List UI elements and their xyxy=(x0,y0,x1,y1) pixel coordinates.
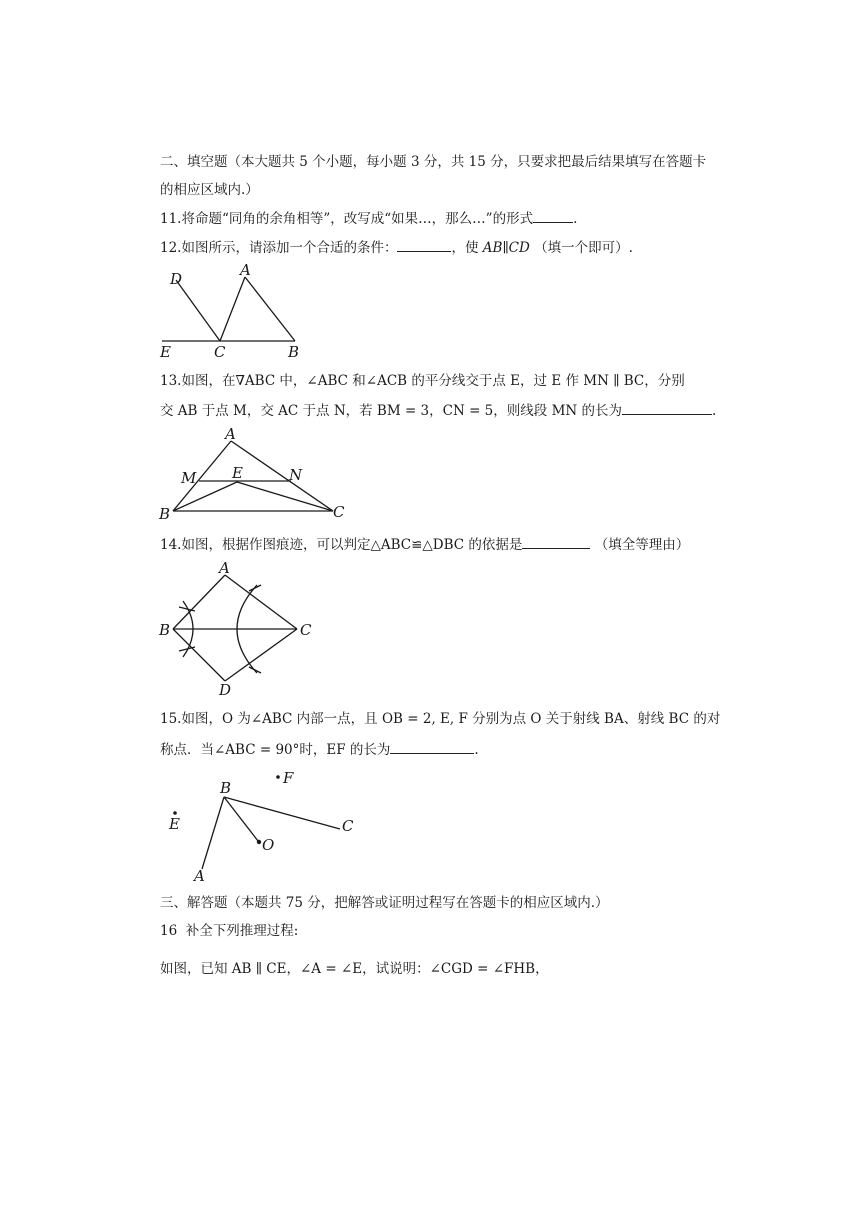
q13-figure xyxy=(155,425,355,525)
q14-text: 14.如图，根据作图痕迹，可以判定△ABC≌△DBC 的依据是 xyxy=(160,537,523,553)
q12-mid: ，使 xyxy=(451,240,479,256)
q15-label-a: A xyxy=(194,867,205,885)
section3-title: 三、解答题（本题共 75 分，把解答或证明过程写在答题卡的相应区域内.） xyxy=(160,895,609,911)
q15-label-f: F xyxy=(283,769,294,787)
q14-label-b: B xyxy=(159,621,171,639)
q15-point-f xyxy=(276,775,280,779)
q11 xyxy=(160,208,577,228)
q11-answer-blank[interactable] xyxy=(533,208,573,223)
q13-label-n: N xyxy=(289,466,303,484)
q11-end: . xyxy=(573,211,578,227)
q12-text: 12.如图所示，请添加一个合适的条件： xyxy=(160,240,398,256)
q13-label-c: C xyxy=(333,503,345,521)
q12-answer-blank[interactable] xyxy=(397,237,451,252)
q14 xyxy=(160,534,689,554)
q13-line2: 交 AB 于点 M，交 AC 于点 N，若 BM = 3，CN = 5，则线段 MN 的长为 xyxy=(160,403,622,419)
q14-end: （填全等理由） xyxy=(594,537,690,553)
q15-figure xyxy=(160,765,370,890)
q12 xyxy=(160,237,633,257)
q15-label-e: E xyxy=(169,815,180,833)
q14-figure xyxy=(155,555,325,705)
q14-label-d: D xyxy=(219,681,232,699)
q15-line1: 15.如图，O 为∠ABC 内部一点，且 OB = 2, E, F 分别为点 O 关于射线 BA、射线 BC 的对 xyxy=(160,711,721,727)
q12-end: （填一个即可）. xyxy=(534,240,633,256)
q13-answer-blank[interactable] xyxy=(622,400,712,415)
q15-answer-blank[interactable] xyxy=(390,739,474,754)
q13-label-m: M xyxy=(181,469,197,487)
q13 xyxy=(160,400,716,420)
q14-label-a: A xyxy=(219,559,230,577)
section2-title-line2: 的相应区域内.） xyxy=(160,182,259,198)
q15-label-c: C xyxy=(342,817,354,835)
q15-line2: 称点．当∠ABC = 90°时，EF 的长为 xyxy=(160,742,391,758)
q12-label-a: A xyxy=(240,261,251,279)
q12-label-d: D xyxy=(170,270,183,288)
q13-end: . xyxy=(712,403,717,419)
q16-text: 补全下列推理过程: xyxy=(185,923,299,939)
q12-label-e: E xyxy=(160,343,171,361)
q14-label-c: C xyxy=(300,621,312,639)
q14-answer-blank[interactable] xyxy=(522,534,590,549)
q12-label-c: C xyxy=(214,343,226,361)
q15-label-o: O xyxy=(262,836,275,854)
q16-header xyxy=(160,922,298,940)
q16-number: 16 xyxy=(160,923,178,939)
q16-given: 如图，已知 AB ∥ CE，∠A = ∠E，试说明：∠CGD = ∠FHB， xyxy=(160,961,549,977)
q15-label-b: B xyxy=(220,779,232,797)
q15-point-o xyxy=(257,840,261,844)
q13-line1: 13.如图，在∇ABC 中，∠ABC 和∠ACB 的平分线交于点 E，过 E 作 MN ∥ BC，分别 xyxy=(160,373,685,389)
q13-label-a: A xyxy=(225,425,236,443)
q12-expr: AB∥CD xyxy=(482,240,530,256)
q11-text: 11.将命题“同角的余角相等”，改写成“如果…，那么…”的形式 xyxy=(160,211,534,227)
q15 xyxy=(160,739,479,759)
section2-title-line1: 二、填空题（本大题共 5 个小题，每小题 3 分，共 15 分，只要求把最后结果填写在答题卡 xyxy=(160,154,707,170)
q12-figure xyxy=(150,260,310,360)
q15-end: . xyxy=(474,742,479,758)
q13-label-e: E xyxy=(232,464,243,482)
q12-label-b: B xyxy=(288,343,300,361)
q13-label-b: B xyxy=(159,505,171,523)
